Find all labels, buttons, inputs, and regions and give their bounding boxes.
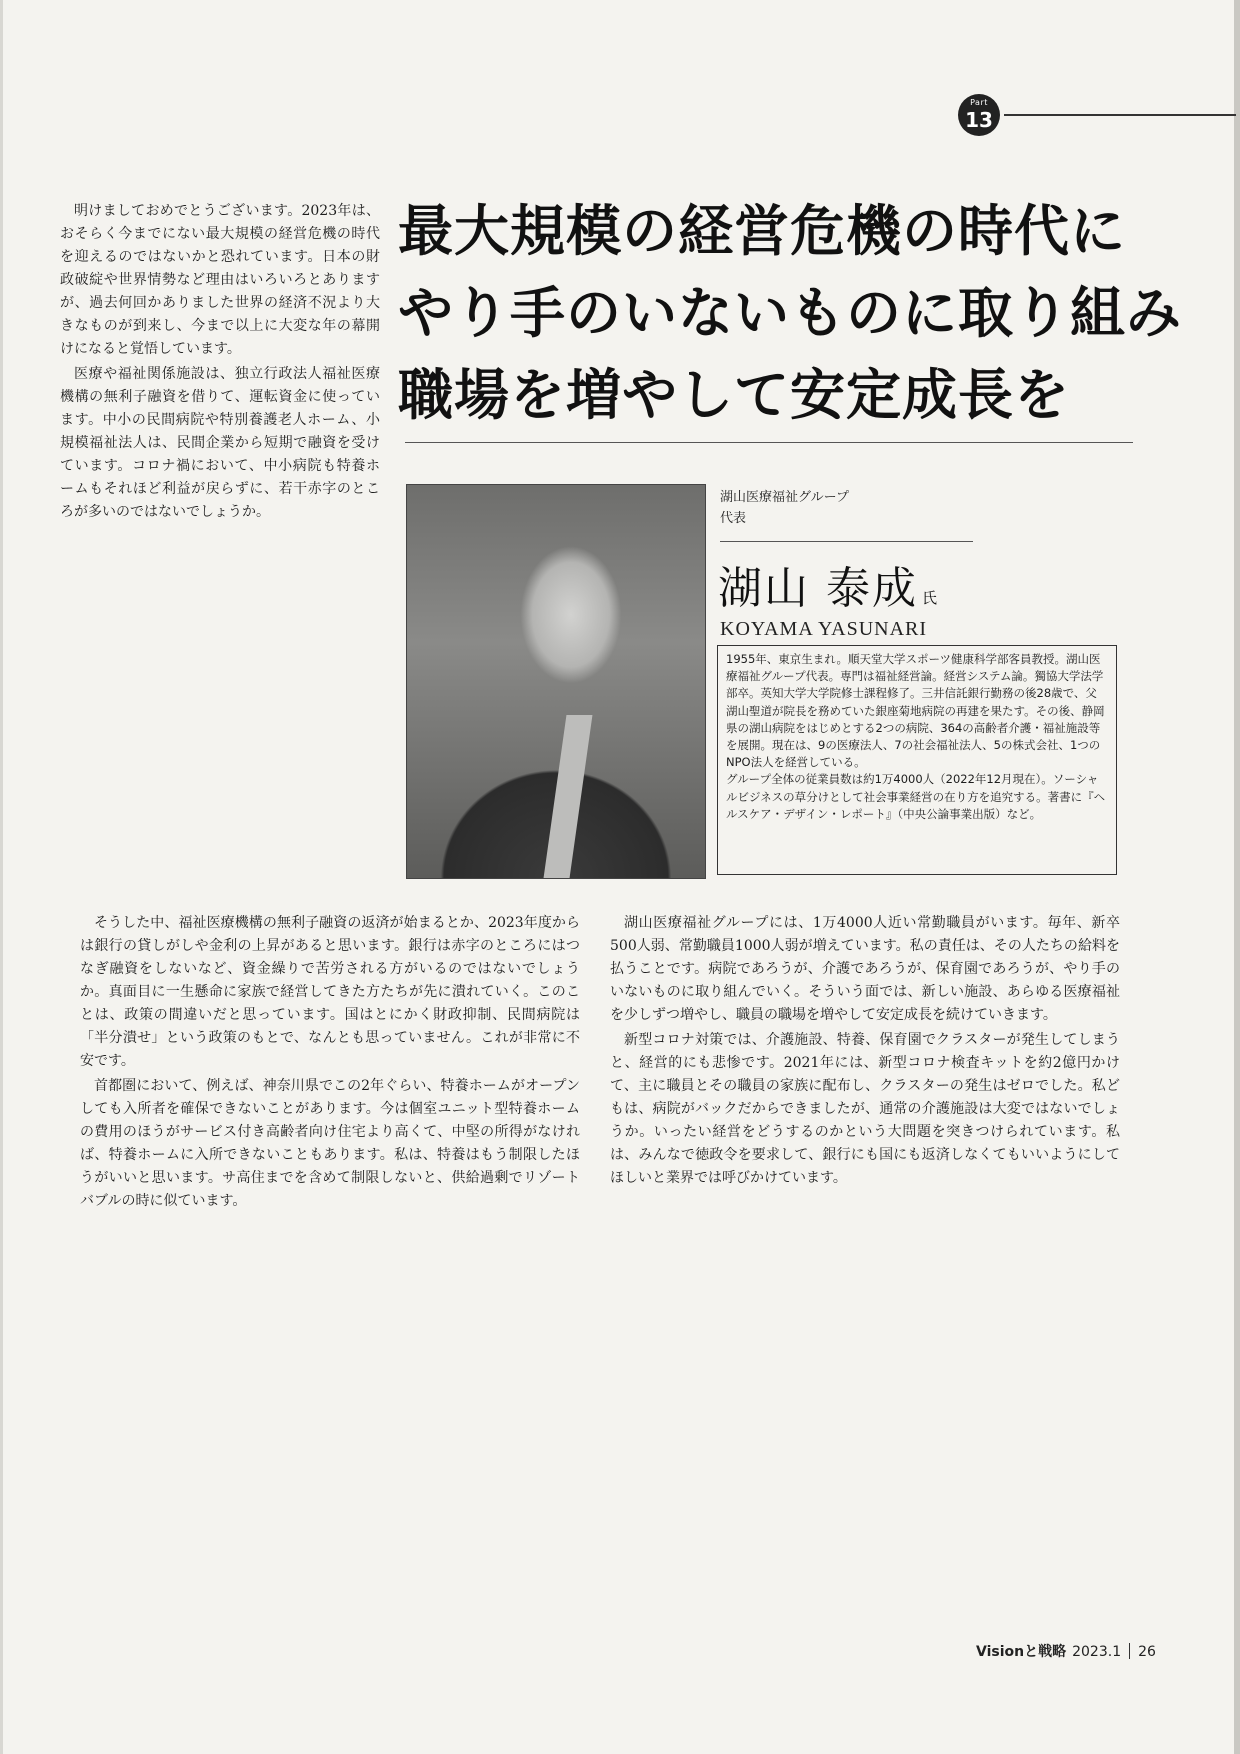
body-paragraph: 明けましておめでとうございます。2023年は、おそらく今までにない最大規模の経営危機の時代を迎えるのではないかと恐れています。日本の財政破綻や世界情勢など理由はいろいろとありますが、過去何回かありました世界の経済不況より大きなものが到来し、今まで以上に大変な年の幕開けになると覚悟しています。 [60, 203, 380, 357]
affiliation-org: 湖山医療福祉グループ [720, 490, 849, 505]
bio-paragraph-2: グループ全体の従業員数は約1万4000人（2022年12月現在）。ソーシャルビジネスの草分けとして社会事業経営の在り方を追究する。著書に『ヘルスケア・デザイン・レポート』（中央公論事業出版）など。 [726, 772, 1106, 821]
body-paragraph: そうした中、福祉医療機構の無利子融資の返済が始まるとか、2023年度からは銀行の貸しがしや金利の上昇があると思います。銀行は赤字のところにはつなぎ融資をしないなど、資金繰りで苦労される方がいるのではないでしょうか。真面目に一生懸命に家族で経営してきた方たちが先に潰れていく。このことは、政策の間違いだと思っています。国はとにかく財政抑制、民間病院は「半分潰せ」という政策のもとで、なんとも思っていません。これが非常に不安です。 [80, 915, 580, 1069]
part-label: Part [970, 98, 988, 107]
headline-line-1: 最大規模の経営危機の時代に [398, 199, 1127, 263]
affiliation-title: 代表 [720, 511, 747, 526]
author-romaji: KOYAMA YASUNARI [720, 618, 928, 640]
part-badge-wrap [958, 94, 1000, 136]
headline-line-3: 職場を増やして安定成長を [398, 363, 1071, 427]
body-column-bottom-right [610, 912, 1120, 1192]
author-rule [720, 541, 973, 542]
author-photo [406, 484, 706, 879]
footer-separator [1129, 1643, 1130, 1659]
body-paragraph: 湖山医療福祉グループには、1万4000人近い常勤職員がいます。毎年、新卒500人弱、常勤職員1000人弱が増えています。私の責任は、その人たちの給料を払うことです。病院であろうが、介護であろうが、保育園であろうが、やり手のいないものに取り組んでいく。そういう面では、新しい施設、あらゆる医療福祉を少しずつ増やし、職員の職場を増やして安定成長を続けていきます。 [610, 915, 1120, 1023]
magazine-name: Visionと戦略 [976, 1644, 1067, 1660]
page-left-edge [0, 0, 3, 1754]
issue-date: 2023.1 [1072, 1644, 1122, 1660]
body-paragraph: 首都圏において、例えば、神奈川県でこの2年ぐらい、特養ホームがオープンしても入所者を確保できないことがあります。今は個室ユニット型特養ホームの費用のほうがサービス付き高齢者向け住宅より高くて、中堅の所得がなければ、特養ホームに入所できないこともあります。私は、特養はもう制限したほうがいいと思います。サ高住までを含めて制限しないと、供給過剰でリゾートバブルの時に似ています。 [80, 1078, 580, 1209]
part-badge [958, 94, 1000, 136]
article-headline [398, 190, 1183, 436]
headline-rule [405, 442, 1133, 443]
page-footer [976, 1641, 1156, 1661]
author-bio-box [717, 645, 1117, 875]
body-column-left [60, 200, 380, 526]
body-column-bottom-left [80, 912, 580, 1215]
page-right-edge [1234, 0, 1240, 1754]
author-honorific: 氏 [922, 589, 938, 607]
author-name [718, 552, 937, 616]
bio-paragraph-1: 1955年、東京生まれ。順天堂大学スポーツ健康科学部客員教授。湖山医療福祉グループ代表。専門は福祉経営論。経営システム論。獨協大学法学部卒。英知大学大学院修士課程修了。三井信託銀行勤務の後28歳で、父湖山聖道が院長を務めていた銀座菊地病院の再建を果たす。その後、静岡県の湖山病院をはじめとする2つの病院、364の高齢者介護・福祉施設等を展開。現在は、9の医療法人、7の社会福祉法人、5の株式会社、1つのNPO法人を経営している。 [726, 652, 1105, 770]
part-number: 13 [965, 108, 993, 132]
page-number: 26 [1138, 1644, 1156, 1660]
photo-tie-shape [544, 715, 593, 878]
author-affiliation [720, 487, 849, 529]
body-paragraph: 新型コロナ対策では、介護施設、特養、保育園でクラスターが発生してしまうと、経営的にも悲惨です。2021年には、新型コロナ検査キットを約2億円かけて、主に職員とその職員の家族に配布し、クラスターの発生はゼロでした。私どもは、病院がバックだからできましたが、通常の介護施設は大変ではないでしょうか。いったい経営をどうするのかという大問題を突きつけられています。私は、みんなで徳政令を要求して、銀行にも国にも返済しなくてもいいようにしてほしいと業界では呼びかけています。 [610, 1032, 1120, 1186]
body-paragraph: 医療や福祉関係施設は、独立行政法人福祉医療機構の無利子融資を借りて、運転資金に使っています。中小の民間病院や特別養護老人ホーム、小規模福祉法人は、民間企業から短期で融資を受けています。コロナ禍において、中小病院も特養ホームもそれほど利益が戻らずに、若干赤字のところが多いのではないでしょうか。 [60, 366, 380, 520]
headline-line-2: やり手のいないものに取り組み [398, 281, 1183, 345]
author-name-text: 湖山 泰成 [718, 563, 918, 614]
part-rule [1004, 114, 1236, 116]
